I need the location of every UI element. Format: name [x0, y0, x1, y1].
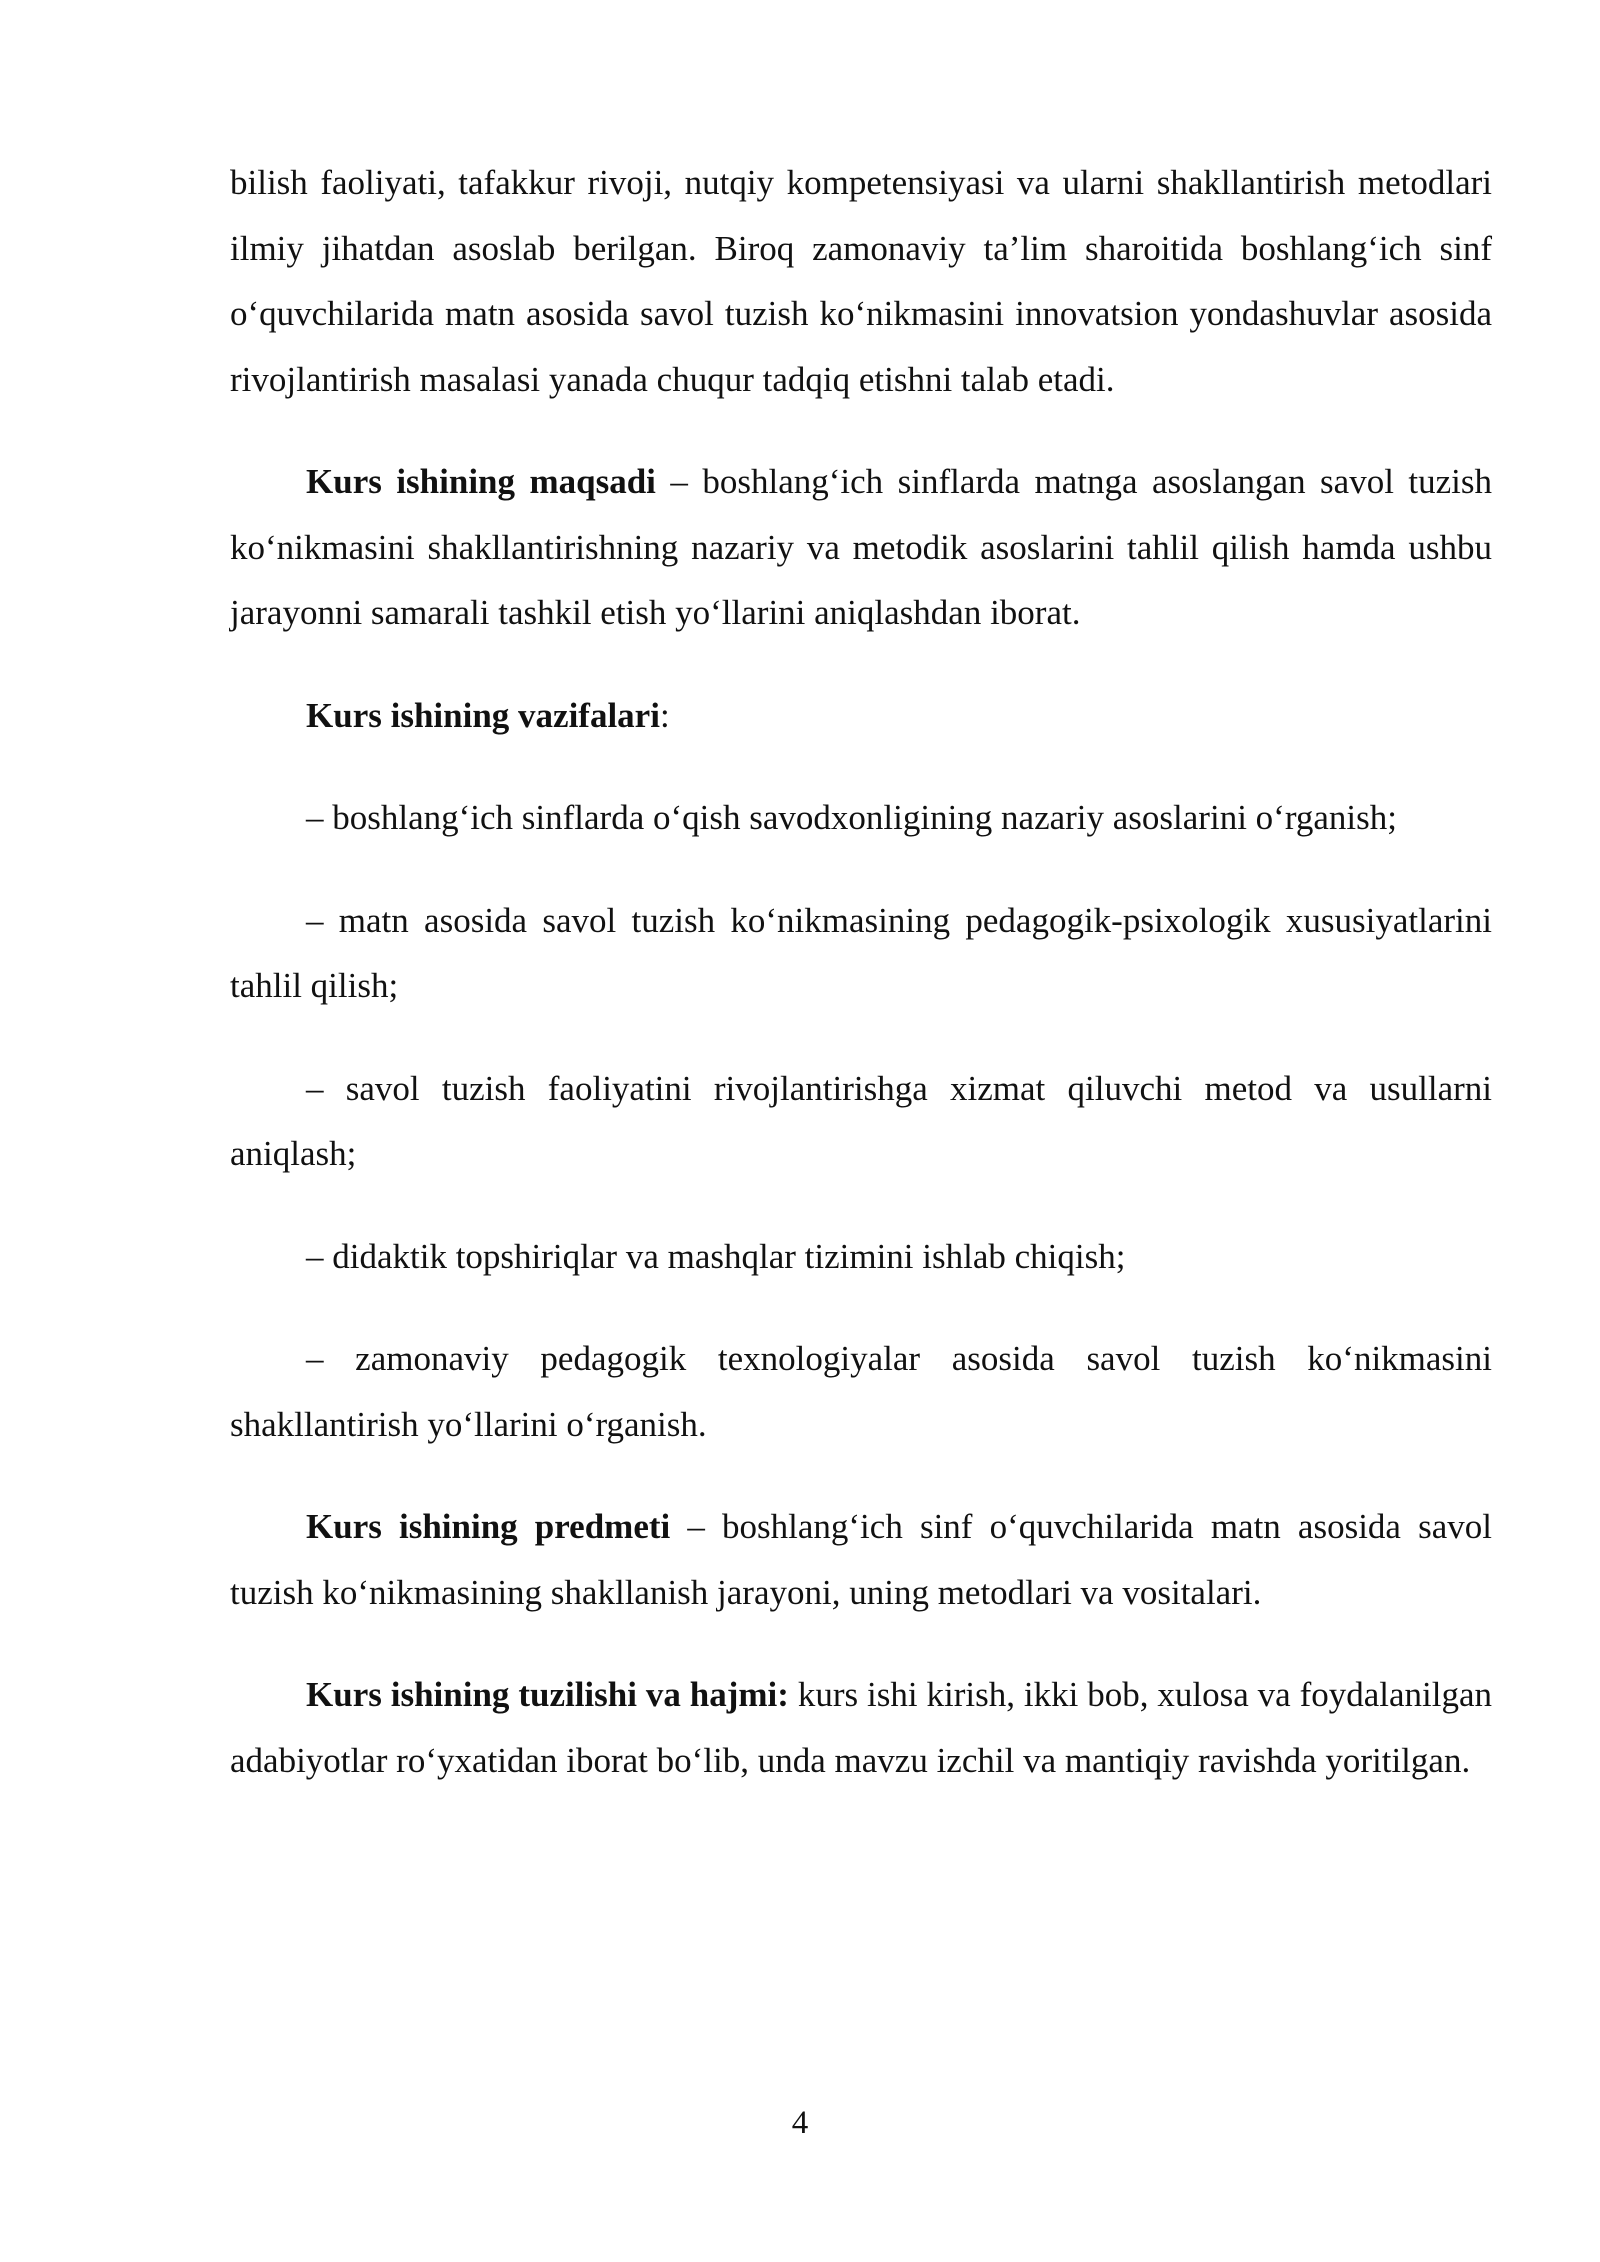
paragraph-structure [230, 1662, 1492, 1793]
paragraph-heading: Kurs ishining tuzilishi va hajmi: [306, 1675, 789, 1714]
task-item-3 [230, 1056, 1492, 1187]
paragraph-heading: Kurs ishining predmeti [306, 1507, 671, 1546]
page-number: 4 [791, 2105, 809, 2141]
paragraph-text: kurs ishi kirish, ikki bob, xulosa va foydalanilgan adabiyotlar ro‘yxatidan iborat bo‘lib, unda mavzu izchil va mantiqiy ravishda yoritilgan. [230, 1675, 1492, 1780]
paragraph-tasks-heading [230, 683, 1492, 749]
document-page [230, 150, 1492, 1830]
task-item-5 [230, 1326, 1492, 1457]
paragraph-text: : [659, 695, 670, 735]
paragraph-heading: Kurs ishining vazifalari [306, 695, 660, 735]
paragraph-text: – didaktik topshiriqlar va mashqlar tizimini ishlab chiqish; [306, 1236, 1126, 1276]
paragraph-text: – zamonaviy pedagogik texnologiyalar asosida savol tuzish ko‘nikmasini shakllantirish yo‘llarini o‘rganish. [230, 1339, 1492, 1444]
paragraph-text: – boshlang‘ich sinf o‘quvchilarida matn asosida savol tuzish ko‘nikmasining shakllanish jarayoni, uning metodlari va vositalari. [230, 1507, 1492, 1612]
paragraph-text: – savol tuzish faoliyatini rivojlantirishga xizmat qiluvchi metod va usullarni aniqlash; [230, 1068, 1492, 1173]
paragraph-text: – matn asosida savol tuzish ko‘nikmasining pedagogik-psixologik xususiyatlarini tahlil qilish; [230, 900, 1492, 1005]
paragraph-text: bilish faoliyati, tafakkur rivoji, nutqiy kompetensiyasi va ularni shakllantirish metodlari ilmiy jihatdan asoslab berilgan. Biroq zamonaviy ta’lim sharoitida boshlang‘ich sinf o‘quvchilarida matn asosida savol tuzish ko‘nikmasini innovatsion yondashuvlar asosida rivojlantirish masalasi yanada chuqur tadqiq etishni talab etadi. [230, 163, 1492, 399]
paragraph-heading: Kurs ishining maqsadi [306, 462, 656, 501]
paragraph-intro-continuation [230, 150, 1492, 412]
task-item-4 [230, 1224, 1492, 1290]
task-item-1 [230, 785, 1492, 851]
paragraph-subject [230, 1494, 1492, 1625]
task-item-2 [230, 888, 1492, 1019]
paragraph-goal [230, 449, 1492, 646]
paragraph-text: – boshlang‘ich sinflarda o‘qish savodxonligining nazariy asoslarini o‘rganish; [306, 798, 1397, 837]
paragraph-text: – boshlang‘ich sinflarda matnga asoslangan savol tuzish ko‘nikmasini shakllantirishning nazariy va metodik asoslarini tahlil qilish hamda ushbu jarayonni samarali tashkil etish yo‘llarini aniqlashdan iborat. [230, 462, 1492, 632]
